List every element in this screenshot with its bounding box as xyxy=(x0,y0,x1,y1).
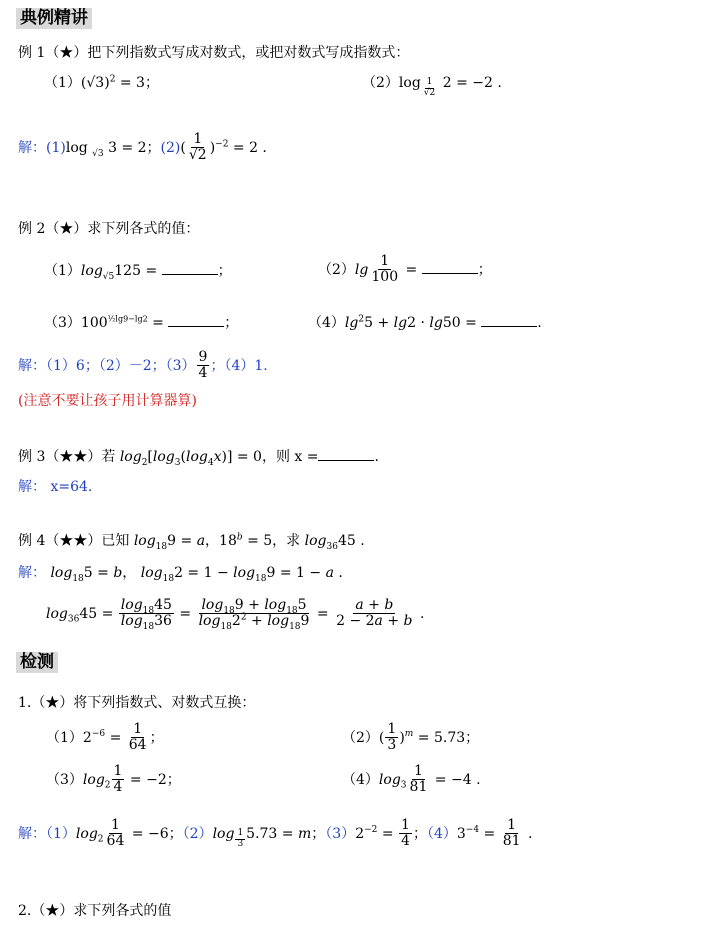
example-2-item-1: $(1)\log_{√5}125$ = ； xyxy=(44,263,232,282)
solution-prefix: 解： xyxy=(18,825,46,842)
example-2-item-2: （2）lg $\frac{1}{100}$ = ； xyxy=(318,253,492,286)
solution-text: 解：（1）6；（2）－2；（3） xyxy=(18,357,196,374)
item-label: （4） xyxy=(308,315,345,331)
example-2-item-3: $(3)100^{\frac{1}{2}lg9-lg2}$ = ； xyxy=(44,314,239,331)
example-1-text: 例 1（★）把下列指数式写成对数式，或把对数式写成指数式： xyxy=(18,45,410,61)
item-label: （1） xyxy=(44,75,81,91)
example-1-solution: 解：(1)log $_{√3}$ 3 = 2；(2)( $\frac{1}{√2}$ )$^{-2}$ = 2 . xyxy=(18,131,267,164)
example-2-solution: 解：（1）6；（2）－2；（3） $\frac{9}{4}$ ；（4）1. xyxy=(18,349,268,382)
answer-blank[interactable] xyxy=(422,261,478,274)
check-1-heading: 1.（★）将下列指数式、对数式互换： xyxy=(18,695,256,711)
example-4-solution-line-2: $\log_{36}45$ = $\frac{\log_{18}45}{\log_{18}36}$ = $\frac{\log_{18}9 + \log_{18}5}{\log_{18}2^2 + \log_{18}9}$ = $\frac{a + b}{2 - 2a + b}$ . xyxy=(46,597,425,633)
check-2-heading: 2.（★）求下列各式的值 xyxy=(18,903,172,919)
check-1-item-1: $(1)2^{-6}$ = $\frac{1}{64}$ ； xyxy=(46,721,164,754)
example-4-heading: 例 4（★★）已知 $\log_{18}9 = a$，$18^b = 5$，求 $\log_{36}45$ . xyxy=(18,532,365,552)
item-label: （4） xyxy=(342,771,379,788)
item-label: （1） xyxy=(44,263,81,279)
check-1-item-2: （2）( $\frac{1}{3}$ )$^m$ = 5.73； xyxy=(342,721,480,754)
solution-prefix: 解： xyxy=(18,565,46,581)
answer-blank[interactable] xyxy=(318,448,374,461)
section-title-check: 检测 xyxy=(16,652,58,673)
example-3-text: 例 3（★★）若 xyxy=(18,449,116,465)
example-2-item-4: $(4)\lg^25 + \lg 2 \cdot \lg 50$ = . xyxy=(308,314,542,331)
item-label: （2） xyxy=(342,729,379,746)
example-2-note: (注意不要让孩子用计算器算) xyxy=(18,393,197,409)
example-3-tail: ，则 x = xyxy=(261,449,319,465)
section-title-examples: 典例精讲 xyxy=(16,8,92,29)
check-1-item-4: $(4)\log_3$ $\frac{1}{81}$ = −4 . xyxy=(342,763,481,796)
example-1-item-1: $(1)(√3)^2 = 3$； xyxy=(44,74,159,91)
example-1-item-2: （2）log $_{\frac{1}{√2}}$ 2 = −2 . xyxy=(362,75,502,98)
check-1-item-3: $(3)\log_2$ $\frac{1}{4}$ = −2； xyxy=(46,763,181,796)
item-label: （2） xyxy=(362,75,399,91)
item-label: （1） xyxy=(46,729,83,746)
example-3-heading: 例 3（★★）若 $\log_2[\log_3(\log_4x)] = 0$，则 x = . xyxy=(18,449,379,468)
example-2-heading xyxy=(18,222,199,236)
answer-blank[interactable] xyxy=(481,314,537,327)
example-1-heading xyxy=(18,46,409,60)
answer-blank[interactable] xyxy=(168,314,224,327)
example-2-text: 例 2（★）求下列各式的值： xyxy=(18,221,200,237)
example-4-text: 例 4（★★）已知 xyxy=(18,533,130,549)
item-label: （3） xyxy=(44,315,81,331)
item-label: （3） xyxy=(46,771,83,788)
solution-prefix: 解： xyxy=(18,139,46,156)
example-3-solution: 解： x=64. xyxy=(18,479,93,495)
check-1-solution: 解：$(1)\log_2$ $\frac{1}{64}$ = −6；（2）log $_{\frac{1}{3}}$ 5.73 = m；$(3)2^{-2}$ = $\frac{1}{4}$ ；$(4)3^{-4}$ = $\frac{1}{81}$ . xyxy=(18,817,533,850)
answer-blank[interactable] xyxy=(162,262,218,275)
solution-text-end: ；（4）1. xyxy=(210,357,268,374)
example-4-solution-line-1: 解： $\log_{18}5 = b$， $\log_{18}2 = 1 - \log_{18}9 = 1 - a$ . xyxy=(18,565,343,584)
item-label: （2） xyxy=(318,261,355,278)
